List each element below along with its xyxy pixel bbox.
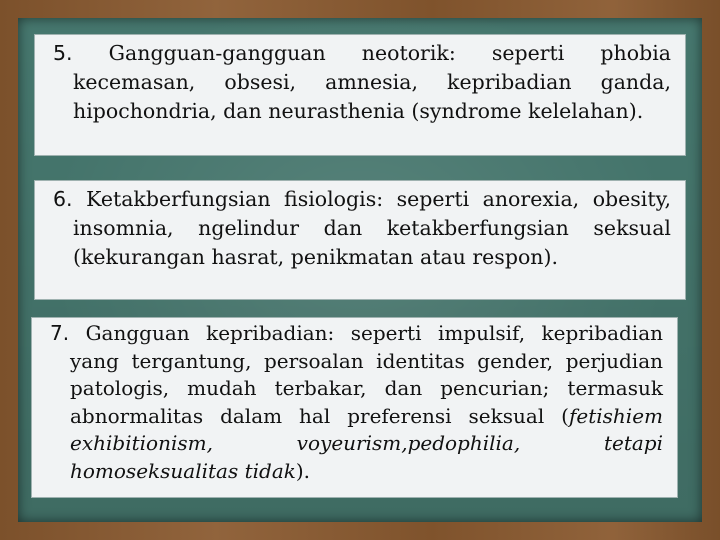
item-closing: ). — [295, 458, 311, 483]
item-text: Gangguan-gangguan neotorik: seperti phobia kecemasan, obsesi, amnesia, kepribadian ganda, hipochondria, dan neurasthenia (syndrome kelelahan). — [73, 41, 671, 123]
item-text: Gangguan kepribadian: seperti impulsif, kepribadian yang tergantung, persoalan identitas gender, perjudian patologis, mudah terbakar, dan pencurian; termasuk abnormalitas dalam hal preferensi seksual ( — [70, 321, 663, 428]
list-item-6 — [53, 185, 671, 272]
text-card-item-6 — [34, 180, 686, 300]
text-card-item-7 — [31, 317, 678, 498]
list-item-7 — [50, 320, 663, 485]
item-number: 7. — [50, 321, 70, 345]
item-number: 5. — [53, 41, 73, 65]
list-item-5 — [53, 39, 671, 126]
text-card-item-5 — [34, 34, 686, 156]
item-number: 6. — [53, 187, 73, 211]
item-text: Ketakberfungsian fisiologis: seperti anorexia, obesity, insomnia, ngelindur dan ketakberfungsian seksual (kekurangan hasrat, penikmatan atau respon). — [73, 187, 671, 269]
item-italic-text: fetishiem exhibitionism, voyeurism,pedophilia, tetapi homoseksualitas tidak — [70, 403, 663, 483]
